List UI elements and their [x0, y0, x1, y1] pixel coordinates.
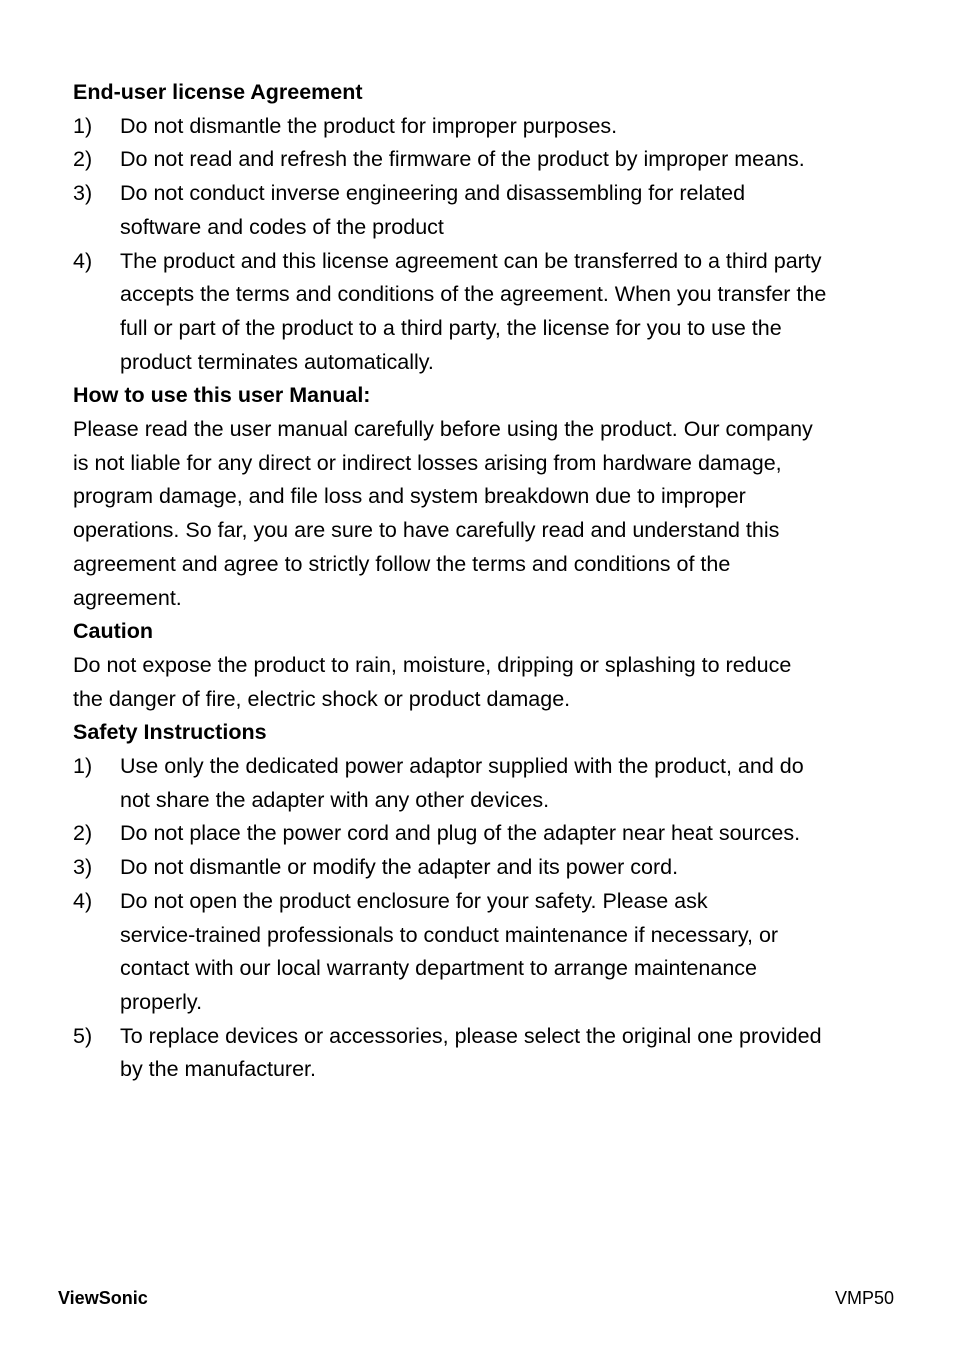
text-line: properly.: [120, 989, 203, 1014]
safety-heading: Safety Instructions: [73, 720, 267, 745]
text-line: agreement.: [73, 585, 182, 610]
eula-item: [73, 245, 893, 380]
text-line: by the manufacturer.: [120, 1057, 316, 1082]
text-line: Do not conduct inverse engineering and disassembling for related: [120, 181, 746, 206]
text-line: Please read the user manual carefully before using the product. Our company: [73, 417, 813, 442]
text-line: agreement and agree to strictly follow the terms and conditions of the: [73, 551, 731, 576]
safety-item: [73, 851, 893, 885]
manual-paragraph: [73, 413, 893, 615]
text-line: Do not dismantle the product for improper purposes.: [120, 113, 618, 138]
safety-item: [73, 817, 893, 851]
caution-heading: Caution: [73, 619, 154, 644]
list-item-text: [120, 817, 800, 851]
safety-item: [73, 750, 893, 817]
list-item-text: [120, 1020, 822, 1087]
text-line: Do not place the power cord and plug of the adapter near heat sources.: [120, 821, 801, 846]
list-item-text: [120, 143, 805, 177]
text-line: To replace devices or accessories, please select the original one provided: [120, 1023, 822, 1048]
text-line: Do not expose the product to rain, moisture, dripping or splashing to reduce: [73, 652, 792, 677]
text-line: is not liable for any direct or indirect losses arising from hardware damage,: [73, 450, 782, 475]
list-number: 1): [73, 754, 93, 779]
list-number: 1): [73, 113, 93, 138]
footer-brand: ViewSonic: [58, 1288, 148, 1308]
list-item-text: [120, 750, 804, 817]
list-item-text: [120, 110, 617, 144]
document-body: [73, 76, 893, 1087]
list-item-text: [120, 851, 678, 885]
eula-item: [73, 143, 893, 177]
text-line: contact with our local warranty department to arrange maintenance: [120, 956, 757, 981]
text-line: full or part of the product to a third party, the license for you to use the: [120, 315, 782, 340]
safety-item: [73, 885, 893, 1020]
text-line: program damage, and file loss and system breakdown due to improper: [73, 484, 746, 509]
eula-item: [73, 177, 893, 244]
list-number: 4): [73, 248, 93, 273]
list-item-text: [120, 245, 826, 380]
text-line: Do not open the product enclosure for your safety. Please ask: [120, 888, 708, 913]
manual-heading: How to use this user Manual:: [73, 383, 371, 408]
eula-list: [73, 110, 893, 380]
text-line: Do not dismantle or modify the adapter and its power cord.: [120, 855, 679, 880]
text-line: the danger of fire, electric shock or product damage.: [73, 686, 571, 711]
text-line: operations. So far, you are sure to have carefully read and understand this: [73, 518, 780, 543]
list-item-text: [120, 885, 778, 1020]
list-number: 3): [73, 855, 93, 880]
caution-paragraph: [73, 649, 893, 716]
text-line: The product and this license agreement can be transferred to a third party: [120, 248, 822, 273]
text-line: not share the adapter with any other devices.: [120, 787, 550, 812]
text-line: Use only the dedicated power adaptor supplied with the product, and do: [120, 754, 804, 779]
list-number: 4): [73, 888, 93, 913]
text-line: software and codes of the product: [120, 214, 444, 239]
eula-item: [73, 110, 893, 144]
eula-heading: End-user license Agreement: [73, 80, 363, 104]
text-line: Do not read and refresh the firmware of the product by improper means.: [120, 147, 805, 172]
list-number: 5): [73, 1023, 93, 1048]
footer-model: VMP50: [834, 1288, 894, 1308]
list-number: 2): [73, 147, 93, 172]
safety-item: [73, 1020, 893, 1087]
text-line: product terminates automatically.: [120, 349, 434, 374]
text-line: accepts the terms and conditions of the agreement. When you transfer the: [120, 282, 827, 307]
safety-list: [73, 750, 893, 1087]
list-item-text: [120, 177, 745, 244]
list-number: 3): [73, 181, 93, 206]
text-line: service-trained professionals to conduct maintenance if necessary, or: [120, 922, 779, 947]
list-number: 2): [73, 821, 93, 846]
